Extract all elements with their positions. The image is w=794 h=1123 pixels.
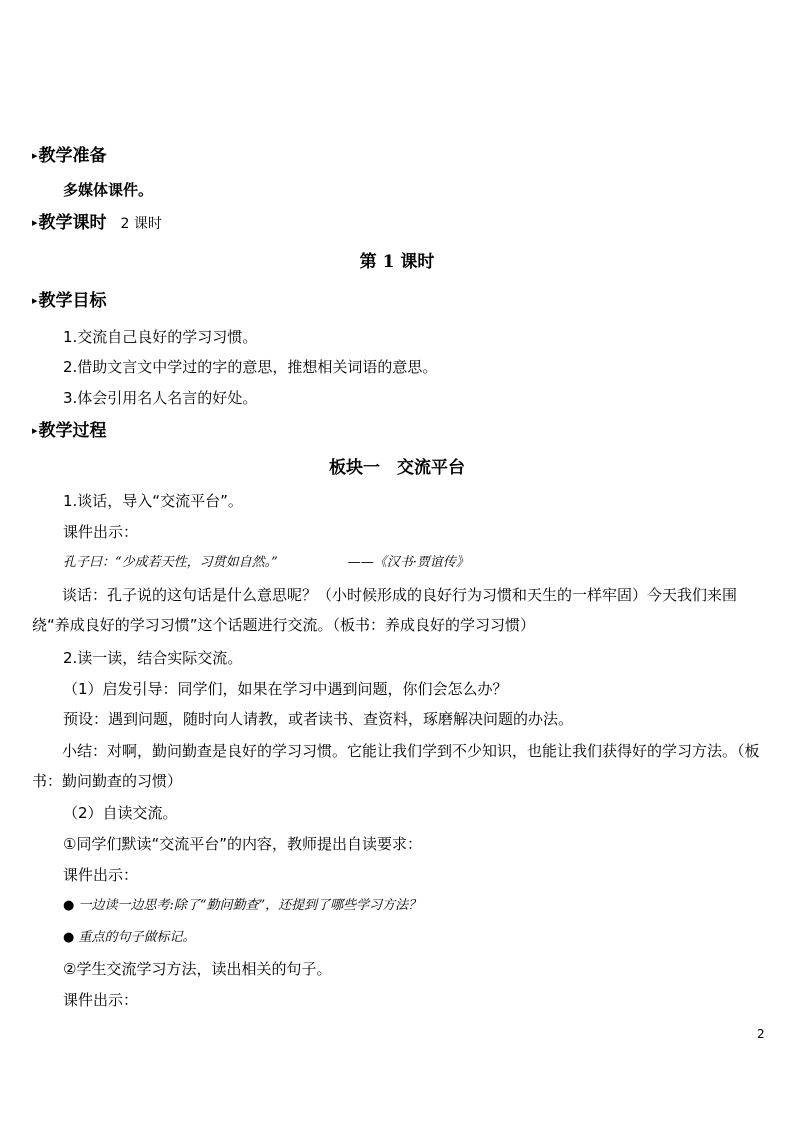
hours-value: 2 课时 [120,216,162,232]
quote-line [63,553,469,573]
paragraph: 课件出示： [63,866,139,884]
paragraph: 2.读一读，结合实际交流。 [63,649,243,667]
paragraph: 课件出示： [63,523,139,541]
triangle-marker-icon: ▸ [32,149,38,162]
paragraph: （2）自读交流。 [63,804,178,822]
paragraph: 预设：遇到问题，随时向人请教，或者读书、查资料，琢磨解决问题的办法。 [63,710,574,728]
heading-teaching-hours: ▸教学课时 2 课时 [32,213,162,233]
paragraph: ①同学们默读“交流平台”的内容，教师提出自读要求： [63,835,422,853]
quote-text: 孔子曰：“少成若天性，习贯如自然。” [63,555,278,570]
paragraph: （1）启发引导：同学们，如果在学习中遇到问题，你们会怎么办？ [63,680,508,698]
heading-teaching-process: ▸教学过程 [32,421,107,441]
section-title: 板块一 交流平台 [329,458,465,478]
bullet-item: ● 一边读一边思考:除了“勤问勤查”，还提到了哪些学习方法？ [63,898,422,913]
paragraph: 1.谈话，导入“交流平台”。 [63,492,243,510]
heading-teaching-goals: ▸教学目标 [32,291,107,311]
prep-text: 多媒体课件。 [63,181,154,199]
triangle-marker-icon: ▸ [32,294,38,307]
triangle-marker-icon: ▸ [32,216,38,229]
bullet-item: ● 重点的句子做标记。 [63,930,196,945]
page-number: 2 [757,1027,765,1041]
heading-teaching-prep: ▸教学准备 [32,146,107,166]
goal-item: 1.交流自己良好的学习习惯。 [63,328,258,346]
paragraph: ②学生交流学习方法，读出相关的句子。 [63,960,332,978]
quote-source: ——《汉书·贾谊传》 [347,555,469,570]
lesson-title: 第 1 课时 [359,252,435,272]
paragraph: 小结：对啊，勤问勤查是良好的学习习惯。它能让我们学到不少知识，也能让我们获得好的学习方法。（板书：勤问勤查的习惯） [32,742,760,790]
paragraph: 谈话：孔子说的这句话是什么意思呢？（小时候形成的良好行为习惯和天生的一样牢固）今天我们来围绕“养成良好的学习习惯”这个话题进行交流。（板书：养成良好的学习习惯） [32,586,738,634]
paragraph: 课件出示： [63,991,139,1009]
goal-item: 3.体会引用名人名言的好处。 [63,389,258,407]
triangle-marker-icon: ▸ [32,424,38,437]
goal-item: 2.借助文言文中学过的字的意思，推想相关词语的意思。 [63,358,438,376]
